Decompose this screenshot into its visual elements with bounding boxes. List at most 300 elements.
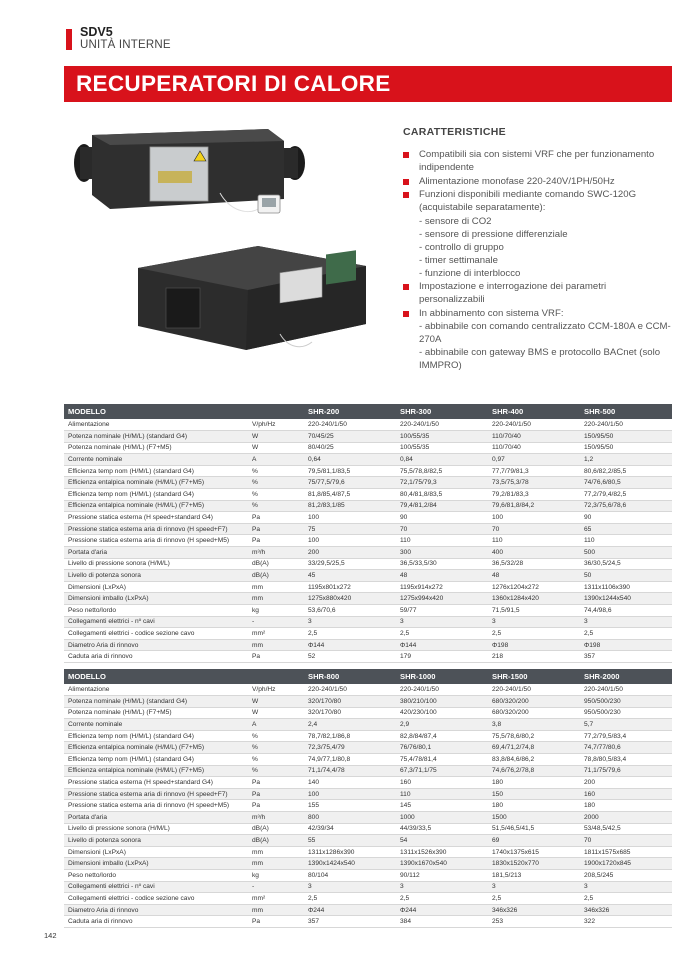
row-label: Corrente nominale [64,719,248,731]
value-cell: 2,5 [580,628,672,640]
value-cell: 1275x880x420 [304,593,396,605]
product-image-box-unit [130,238,370,358]
value-cell: 220-240/1/50 [304,684,396,696]
value-cell: 346x326 [488,904,580,916]
unit-cell: - [248,616,304,628]
table-row [64,730,672,742]
table-row [64,684,672,696]
table-row [64,777,672,789]
row-label: Pressione statica esterna aria di rinnovo (H speed+F7) [64,523,248,535]
table-header-row [64,669,672,684]
spec-table-small-models [64,404,672,663]
product-image-ducted-unit [70,123,310,233]
value-cell: 1500 [488,812,580,824]
table-row [64,581,672,593]
value-cell: 82,8/84/87,4 [396,730,488,742]
value-cell: 680/320/200 [488,696,580,708]
unit-cell: mm [248,846,304,858]
value-cell: 0,84 [396,454,488,466]
unit-cell: mm² [248,893,304,905]
value-cell: Φ198 [580,639,672,651]
row-label: Potenza nominale (H/M/L) (standard G4) [64,696,248,708]
unit-cell: mm [248,858,304,870]
table-row [64,558,672,570]
value-cell: 218 [488,651,580,663]
value-cell: 220-240/1/50 [304,419,396,431]
value-cell: 110/70/40 [488,442,580,454]
row-label: Peso netto/lordo [64,870,248,882]
value-cell: 83,8/84,6/86,2 [488,754,580,766]
value-cell: 346x326 [580,904,672,916]
feature-sublist [419,320,673,372]
table-row [64,477,672,489]
value-cell: 110 [396,788,488,800]
value-cell: 253 [488,916,580,928]
value-cell: 500 [580,547,672,559]
value-cell: 0,97 [488,454,580,466]
bullet-square-icon [403,284,409,290]
unit-cell: Pa [248,535,304,547]
table-row [64,765,672,777]
value-cell: 1195x801x272 [304,581,396,593]
row-label: Alimentazione [64,684,248,696]
value-cell: 140 [304,777,396,789]
unit-cell: % [248,500,304,512]
unit-cell: Pa [248,916,304,928]
value-cell: 53/48,5/42,5 [580,823,672,835]
table-row [64,442,672,454]
value-cell: 72,3/75,6/78,6 [580,500,672,512]
value-cell: 67,3/71,1/75 [396,765,488,777]
value-cell: 180 [488,800,580,812]
unit-cell: dB(A) [248,835,304,847]
value-cell: 2,4 [304,719,396,731]
column-header-model-name: SHR-400 [488,404,580,419]
unit-cell: Pa [248,800,304,812]
row-label: Efficienza entalpica nominale (H/M/L) (F7+M5) [64,765,248,777]
unit-cell: mm [248,904,304,916]
unit-cell: m³/h [248,547,304,559]
table-row [64,696,672,708]
row-label: Livello di potenza sonora [64,570,248,582]
value-cell: 220-240/1/50 [396,419,488,431]
row-label: Livello di pressione sonora (H/M/L) [64,558,248,570]
value-cell: 71,1/74,4/78 [304,765,396,777]
unit-cell: mm [248,593,304,605]
row-label: Diametro Aria di rinnovo [64,639,248,651]
unit-cell: % [248,489,304,501]
feature-subitem: - funzione di interblocco [419,267,521,279]
value-cell: 36/30,5/24,5 [580,558,672,570]
value-cell: 1000 [396,812,488,824]
value-cell: 155 [304,800,396,812]
column-header-model: MODELLO [64,404,248,419]
column-header-model-name: SHR-500 [580,404,672,419]
row-label: Dimensioni (LxPxA) [64,846,248,858]
value-cell: 320/170/80 [304,696,396,708]
table-row [64,707,672,719]
column-header-model-name: SHR-200 [304,404,396,419]
value-cell: 150/95/50 [580,431,672,443]
value-cell: 45 [304,570,396,582]
value-cell: 75,5/78,6/80,2 [488,730,580,742]
value-cell: 70 [488,523,580,535]
feature-subitem: - sensore di pressione differenziale [419,228,568,240]
value-cell: 220-240/1/50 [580,419,672,431]
value-cell: 0,64 [304,454,396,466]
unit-cell: mm [248,639,304,651]
table-row [64,523,672,535]
row-label: Pressione statica esterna (H speed+standard G4) [64,512,248,524]
unit-cell: % [248,742,304,754]
column-header-unit [248,669,304,684]
value-cell: 79,6/81,8/84,2 [488,500,580,512]
features-title: CARATTERISTICHE [403,126,506,138]
row-label: Efficienza temp nom (H/M/L) (standard G4) [64,754,248,766]
row-label: Efficienza temp nom (H/M/L) (standard G4) [64,489,248,501]
value-cell: 74,6/76,2/78,8 [488,765,580,777]
unit-cell: A [248,454,304,466]
unit-cell: dB(A) [248,558,304,570]
feature-sublist [419,215,673,280]
table-row [64,835,672,847]
row-label: Potenza nominale (H/M/L) (F7+M5) [64,707,248,719]
value-cell: 72,1/75/79,3 [396,477,488,489]
series-label: SDV5 [80,25,113,39]
value-cell: 74/76,6/80,5 [580,477,672,489]
table-row [64,465,672,477]
row-label: Efficienza entalpica nominale (H/M/L) (F7+M5) [64,742,248,754]
bullet-square-icon [403,311,409,317]
row-label: Efficienza entalpica nominale (H/M/L) (F7+M5) [64,500,248,512]
row-label: Efficienza temp nom (H/M/L) (standard G4) [64,465,248,477]
value-cell: 65 [580,523,672,535]
value-cell: 48 [488,570,580,582]
row-label: Portata d'aria [64,812,248,824]
unit-cell: % [248,477,304,489]
row-label: Corrente nominale [64,454,248,466]
value-cell: 72,3/75,4/79 [304,742,396,754]
value-cell: 70 [396,523,488,535]
bullet-square-icon [403,192,409,198]
value-cell: 179 [396,651,488,663]
page-number: 142 [44,931,57,940]
value-cell: 400 [488,547,580,559]
unit-cell: dB(A) [248,823,304,835]
unit-cell: A [248,719,304,731]
row-label: Collegamenti elettrici - nº cavi [64,881,248,893]
value-cell: 70/45/25 [304,431,396,443]
value-cell: 220-240/1/50 [488,419,580,431]
unit-cell: Pa [248,777,304,789]
value-cell: 36,5/33,5/30 [396,558,488,570]
value-cell: 1830x1520x770 [488,858,580,870]
column-header-model: MODELLO [64,669,248,684]
bullet-square-icon [403,152,409,158]
value-cell: 1,2 [580,454,672,466]
feature-subitem: - abbinabile con gateway BMS e protocollo BACnet (solo IMMPRO) [419,347,661,372]
value-cell: 42/39/34 [304,823,396,835]
value-cell: 3 [304,881,396,893]
table-row [64,719,672,731]
value-cell: 55 [304,835,396,847]
table-row [64,431,672,443]
value-cell: 79,5/81,1/83,5 [304,465,396,477]
value-cell: Φ244 [396,904,488,916]
value-cell: 3,8 [488,719,580,731]
table-row [64,489,672,501]
value-cell: 80,4/81,8/83,5 [396,489,488,501]
value-cell: 48 [396,570,488,582]
value-cell: 75 [304,523,396,535]
unit-cell: % [248,765,304,777]
table-row [64,639,672,651]
unit-cell: V/ph/Hz [248,684,304,696]
value-cell: 2,5 [488,893,580,905]
table-row [64,605,672,617]
column-header-model-name: SHR-800 [304,669,396,684]
table-row [64,788,672,800]
value-cell: 81,8/85,4/87,5 [304,489,396,501]
value-cell: 3 [304,616,396,628]
value-cell: 78,7/82,1/86,8 [304,730,396,742]
value-cell: 1311x1526x390 [396,846,488,858]
value-cell: 950/500/230 [580,707,672,719]
row-label: Peso netto/lordo [64,605,248,617]
value-cell: 3 [396,616,488,628]
row-label: Collegamenti elettrici - nº cavi [64,616,248,628]
value-cell: Φ144 [304,639,396,651]
table-row [64,651,672,663]
value-cell: 51,5/46,5/41,5 [488,823,580,835]
row-label: Dimensioni (LxPxA) [64,581,248,593]
table-row [64,500,672,512]
unit-cell: kg [248,605,304,617]
value-cell: 100 [304,788,396,800]
value-cell: 2000 [580,812,672,824]
feature-subitem: - abbinabile con comando centralizzato CCM-180A e CCM-270A [419,321,671,346]
row-label: Caduta aria di rinnovo [64,651,248,663]
table-row [64,547,672,559]
value-cell: 220-240/1/50 [488,684,580,696]
table-header-row [64,404,672,419]
table-row [64,846,672,858]
table-row [64,628,672,640]
table-row [64,742,672,754]
row-label: Potenza nominale (H/M/L) (F7+M5) [64,442,248,454]
column-header-model-name: SHR-300 [396,404,488,419]
unit-cell: W [248,707,304,719]
value-cell: 80/104 [304,870,396,882]
value-cell: 1390x1424x540 [304,858,396,870]
value-cell: 180 [580,800,672,812]
value-cell: 1390x1670x540 [396,858,488,870]
feature-subitem: - sensore di CO2 [419,215,492,227]
table-row [64,823,672,835]
value-cell: 69,4/71,2/74,8 [488,742,580,754]
unit-cell: W [248,442,304,454]
table-row [64,893,672,905]
value-cell: 81,2/83,1/85 [304,500,396,512]
table-row [64,454,672,466]
feature-subitem: - timer settimanale [419,254,498,266]
value-cell: 680/320/200 [488,707,580,719]
section-subtitle: UNITÀ INTERNE [80,39,171,51]
value-cell: 71,1/75/79,6 [580,765,672,777]
unit-cell: V/ph/Hz [248,419,304,431]
feature-item: Compatibili sia con sistemi VRF che per funzionamento indipendente [403,149,673,175]
row-label: Pressione statica esterna aria di rinnovo (H speed+F7) [64,788,248,800]
value-cell: 380/210/100 [396,696,488,708]
value-cell: 150 [488,788,580,800]
table-row [64,593,672,605]
value-cell: 181,5/213 [488,870,580,882]
features-list [403,149,673,373]
value-cell: 90/112 [396,870,488,882]
value-cell: 1311x1106x390 [580,581,672,593]
value-cell: 950/500/230 [580,696,672,708]
row-label: Potenza nominale (H/M/L) (standard G4) [64,431,248,443]
table-row [64,535,672,547]
value-cell: 79,2/81/83,3 [488,489,580,501]
value-cell: Φ198 [488,639,580,651]
row-label: Efficienza temp nom (H/M/L) (standard G4) [64,730,248,742]
value-cell: 54 [396,835,488,847]
row-label: Pressione statica esterna (H speed+standard G4) [64,777,248,789]
table-row [64,916,672,928]
value-cell: 74,9/77,1/80,8 [304,754,396,766]
value-cell: 357 [580,651,672,663]
value-cell: 70 [580,835,672,847]
feature-item: In abbinamento con sistema VRF: - abbinabile con comando centralizzato CCM-180A e CCM-270A - abbinabile con gateway BMS e protocollo BACnet (solo IMMPRO) [403,308,673,373]
value-cell: 300 [396,547,488,559]
value-cell: 53,6/70,6 [304,605,396,617]
row-label: Livello di potenza sonora [64,835,248,847]
value-cell: 77,2/79,4/82,5 [580,489,672,501]
value-cell: 75,5/78,8/82,5 [396,465,488,477]
table-row [64,419,672,431]
unit-cell: % [248,754,304,766]
unit-cell: W [248,431,304,443]
value-cell: Φ144 [396,639,488,651]
value-cell: 110 [580,535,672,547]
value-cell: 160 [396,777,488,789]
table-row [64,812,672,824]
value-cell: 1390x1244x540 [580,593,672,605]
unit-cell: kg [248,870,304,882]
unit-cell: - [248,881,304,893]
value-cell: 1276x1204x272 [488,581,580,593]
value-cell: 150/95/50 [580,442,672,454]
page-title: RECUPERATORI DI CALORE [76,71,391,96]
value-cell: 320/170/80 [304,707,396,719]
value-cell: 180 [488,777,580,789]
value-cell: 2,5 [580,893,672,905]
table-row [64,904,672,916]
value-cell: 33/29,5/25,5 [304,558,396,570]
value-cell: 1740x1375x615 [488,846,580,858]
value-cell: 2,5 [304,893,396,905]
unit-cell: Pa [248,512,304,524]
feature-subitem: - controllo di gruppo [419,241,504,253]
row-label: Caduta aria di rinnovo [64,916,248,928]
value-cell: 100/55/35 [396,442,488,454]
value-cell: 160 [580,788,672,800]
table-row [64,512,672,524]
feature-item: Alimentazione monofase 220-240V/1PH/50Hz [403,176,673,189]
value-cell: 71,5/91,5 [488,605,580,617]
value-cell: 1275x994x420 [396,593,488,605]
value-cell: 2,9 [396,719,488,731]
spec-table-large-models [64,669,672,928]
value-cell: 3 [488,616,580,628]
table-row [64,881,672,893]
table-row [64,570,672,582]
value-cell: 2,5 [396,628,488,640]
value-cell: 1195x914x272 [396,581,488,593]
value-cell: 77,2/79,5/83,4 [580,730,672,742]
table-row [64,754,672,766]
value-cell: 3 [396,881,488,893]
value-cell: 200 [304,547,396,559]
value-cell: 74,4/98,6 [580,605,672,617]
value-cell: 322 [580,916,672,928]
unit-cell: % [248,465,304,477]
unit-cell: m³/h [248,812,304,824]
unit-cell: Pa [248,523,304,535]
value-cell: 100/55/35 [396,431,488,443]
row-label: Collegamenti elettrici - codice sezione cavo [64,628,248,640]
value-cell: 220-240/1/50 [580,684,672,696]
value-cell: 69 [488,835,580,847]
value-cell: 78,8/80,5/83,4 [580,754,672,766]
value-cell: 384 [396,916,488,928]
value-cell: 44/39/33,5 [396,823,488,835]
row-label: Alimentazione [64,419,248,431]
value-cell: 100 [304,535,396,547]
value-cell: 110 [488,535,580,547]
value-cell: 75/77,5/79,6 [304,477,396,489]
value-cell: 50 [580,570,672,582]
value-cell: 77,7/79/81,3 [488,465,580,477]
value-cell: 2,5 [304,628,396,640]
table-row [64,870,672,882]
value-cell: 74,7/77/80,6 [580,742,672,754]
row-label: Efficienza entalpica nominale (H/M/L) (F7+M5) [64,477,248,489]
unit-cell: Pa [248,788,304,800]
row-label: Diametro Aria di rinnovo [64,904,248,916]
value-cell: 220-240/1/50 [396,684,488,696]
value-cell: 80/40/25 [304,442,396,454]
value-cell: 76/76/80,1 [396,742,488,754]
value-cell: 90 [396,512,488,524]
feature-item: Impostazione e interrogazione dei parametri personalizzabili [403,281,673,307]
value-cell: 3 [580,881,672,893]
value-cell: 3 [488,881,580,893]
feature-item: Funzioni disponibili mediante comando SWC-120G (acquistabile separatamente): - sensore di CO2 - sensore di pressione differenziale - controllo di gruppo - timer settimanale - funzione di interblocco [403,189,673,280]
value-cell: 2,5 [396,893,488,905]
value-cell: Φ244 [304,904,396,916]
value-cell: 75,4/78/81,4 [396,754,488,766]
value-cell: 73,5/75,3/78 [488,477,580,489]
value-cell: 208,5/245 [580,870,672,882]
column-header-unit [248,404,304,419]
value-cell: 79,4/81,2/84 [396,500,488,512]
column-header-model-name: SHR-1000 [396,669,488,684]
row-label: Dimensioni imballo (LxPxA) [64,593,248,605]
row-label: Pressione statica esterna aria di rinnovo (H speed+M5) [64,800,248,812]
value-cell: 110/70/40 [488,431,580,443]
